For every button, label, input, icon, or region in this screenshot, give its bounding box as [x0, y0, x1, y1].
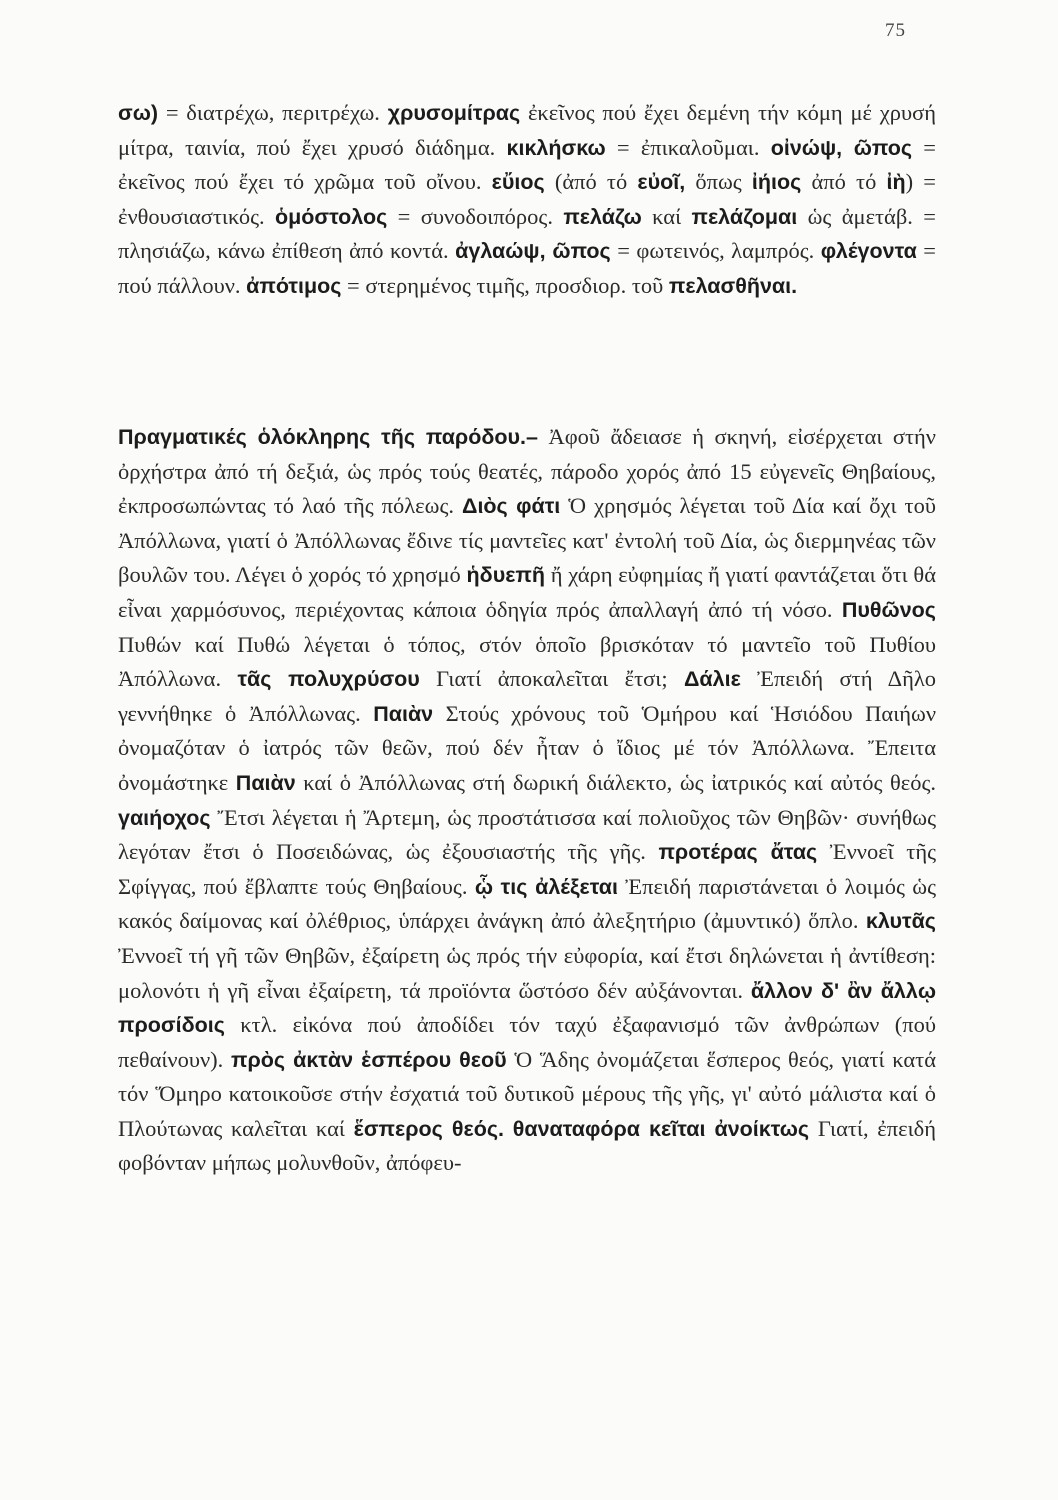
- glossary-term: πελασθῆναι.: [668, 273, 798, 298]
- commentary-text: Γιατί, ἐπειδή φοβόνταν μήπως μολυνθοῦν, ἀπόφευ-: [118, 1115, 936, 1176]
- commentary-lemma: Διὸς φάτι: [462, 494, 561, 519]
- commentary-paragraph: [118, 420, 936, 1181]
- commentary-lemma: ἡδυεπῆ: [466, 563, 546, 588]
- glossary-term: ἰὴ: [886, 170, 906, 195]
- glossary-text: = φωτεινός, λαμπρός.: [610, 238, 821, 264]
- commentary-lemma: γαιήοχος: [118, 805, 211, 830]
- glossary-text: = διατρέχω, περιτρέχω.: [158, 100, 388, 125]
- glossary-term: οἰνώψ, ῶπος: [770, 135, 913, 160]
- glossary-term: πελάζω: [563, 204, 642, 229]
- commentary-lemma: πρὸς ἀκτὰν ἑσπέρου θεοῦ: [230, 1047, 507, 1072]
- glossary-term: χρυσομίτρας: [387, 101, 521, 125]
- commentary-lemma: ἄλλον δ' ἂν ἄλλῳ προσίδοις: [118, 978, 936, 1038]
- commentary-text: Πυθών καί Πυθώ λέγεται ὁ τόπος, στόν ὁποῖο βρισκόταν τό μαντεῖο τοῦ Πυθίου Ἀπόλλωνα.: [118, 631, 936, 692]
- commentary-lemma: προτέρας ἄτας: [658, 840, 818, 865]
- commentary-text: Ἐννοεῖ τῆς Σφίγγας, πού ἔβλαπτε τούς Θηβαίους.: [118, 839, 936, 899]
- commentary-text: [504, 1116, 513, 1141]
- commentary-text: καί ὁ Ἀπόλλωνας στή δωρική διάλεκτο, ὡς ἰατρικός καί αὐτός θεός.: [295, 769, 936, 795]
- glossary-text: ἀπό τό: [801, 169, 887, 195]
- glossary-term: εὔιος: [491, 170, 545, 195]
- glossary-text: καί: [641, 203, 692, 229]
- commentary-text: Ὁ χρησμός λέγεται τοῦ Δία καί ὄχι τοῦ Ἀπόλλωνα, γιατί ὁ Ἀπόλλωνας ἔδινε τίς μαντεῖες κατ' ἐντολή τοῦ Δία, ὡς διερμηνέας τῶν βουλῶν του. Λέγει ὁ χορός τό χρησμό: [118, 493, 936, 588]
- commentary-text: Ἐπειδή παριστάνεται ὁ λοιμός ὡς κακός δαίμονας καί ὀλέθριος, ὑπάρχει ἀνάγκη ἀπό ἀλεξητήριο (ἀμυντικό) ὅπλο.: [118, 873, 936, 934]
- glossary-notes: [118, 96, 936, 304]
- commentary-text: Στούς χρόνους τοῦ Ὁμήρου καί Ἡσιόδου Παιήων ὀνομαζόταν ὁ ἰατρός τῶν θεῶν, πού δέν ἦταν ὁ ἴδιος μέ τόν Ἀπόλλωνα. Ἔπειτα ὀνομάστηκε: [118, 700, 937, 795]
- commentary-text: Ἐπειδή στή Δῆλο γεννήθηκε ὁ Ἀπόλλωνας.: [118, 666, 937, 726]
- commentary-lemma: ᾧ τις ἀλέξεται: [474, 874, 618, 899]
- glossary-text: (ἀπό τό: [544, 169, 638, 195]
- commentary-lemma: Δάλιε: [683, 667, 741, 692]
- glossary-term: φλέγοντα: [820, 239, 917, 264]
- glossary-text: ὅπως: [685, 169, 752, 195]
- commentary-lemma: Πραγματικές ὁλόκληρης τῆς παρόδου.–: [118, 425, 538, 449]
- glossary-text: ἐκεῖνος πού ἔχει δεμένη τήν κόμη μέ χρυσή μίτρα, ταινία, πού ἔχει χρυσό διάδημα.: [118, 100, 936, 160]
- commentary-text: κτλ. εἰκόνα πού ἀποδίδει τόν ταχύ ἐξαφανισμό τῶν ἀνθρώπων (πού πεθαίνουν).: [118, 1012, 936, 1072]
- commentary-text: ἤ χάρη εὐφημίας ἤ γιατί φαντάζεται ὅτι θά εἶναι χαρμόσυνος, περιέχοντας κάποια ὁδηγία πρός ἀπαλλαγή ἀπό τή νόσο.: [118, 562, 936, 622]
- page-number: 75: [885, 20, 906, 41]
- glossary-term: ὁμόστολος: [275, 204, 388, 229]
- commentary-lemma: Παιὰν: [373, 701, 434, 726]
- glossary-text: ὡς ἀμετάβ. = πλησιάζω, κάνω ἐπίθεση ἀπό κοντά.: [118, 203, 936, 264]
- commentary-lemma: θαναταφόρα κεῖται ἀνοίκτως: [512, 1116, 810, 1141]
- glossary-text: = ἐπικαλοῦμαι.: [605, 134, 771, 160]
- commentary-text: Ἐννοεῖ τή γῆ τῶν Θηβῶν, ἐξαίρετη ὡς πρός τήν εὐφορία, καί ἔτσι δηλώνεται ἡ ἀντίθεση: μολονότι ἡ γῆ εἶναι ἐξαίρετη, τά προϊόντα ὥστόσο δέν αὐξάνονται.: [118, 942, 936, 1003]
- glossary-text: = στερημένος τιμῆς, προσδιορ. τοῦ: [341, 272, 669, 298]
- commentary-section: [118, 420, 936, 1181]
- commentary-lemma: Πυθῶνος: [841, 597, 936, 622]
- glossary-term: ἰήιος: [751, 170, 802, 195]
- notes-paragraph: [118, 96, 936, 304]
- commentary-text: Ἔτσι λέγεται ἡ Ἄρτεμη, ὡς προστάτισσα καί πολιοῦχος τῶν Θηβῶν· συνήθως λεγόταν ἔτσι ὁ Ποσειδώνας, ὡς ἐξουσιαστής τῆς γῆς.: [118, 804, 936, 865]
- commentary-lemma: τᾶς πολυχρύσου: [237, 667, 420, 692]
- glossary-text: = συνοδοιπόρος.: [387, 203, 564, 229]
- commentary-lemma: ἕσπερος θεός.: [353, 1116, 505, 1141]
- glossary-text: = πού πάλλουν.: [118, 238, 936, 298]
- commentary-text: Ἀφοῦ ἄδειασε ἡ σκηνή, εἰσέρχεται στήν ὀρχήστρα ἀπό τή δεξιά, ὡς πρός τούς θεατές, πάροδο χορός ἀπό 15 εὐγενεῖς Θηβαίους, ἐκπροσωπώντας τό λαό τῆς πόλεως.: [118, 424, 936, 519]
- glossary-text: = ἐκεῖνος πού ἔχει τό χρῶμα τοῦ οἴνου.: [118, 134, 936, 195]
- glossary-term: ἀγλαώψ, ῶπος: [455, 239, 611, 264]
- glossary-term: πελάζομαι: [691, 204, 798, 229]
- glossary-term: σω): [118, 101, 159, 125]
- commentary-lemma: Παιὰν: [235, 770, 296, 795]
- glossary-term: ἀπότιμος: [246, 273, 342, 298]
- commentary-text: Γιατί ἀποκαλεῖται ἔτσι;: [419, 666, 684, 692]
- commentary-text: Ὁ Ἅδης ὀνομάζεται ἕσπερος θεός, γιατί κατά τόν Ὅμηρο κατοικοῦσε στήν ἐσχατιά τοῦ δυτικοῦ μέρους τῆς γῆς, γι' αὐτό μάλιστα καί ὁ Πλούτωνας καλεῖται καί: [118, 1046, 937, 1141]
- glossary-term: εὐοῖ,: [637, 170, 686, 195]
- commentary-lemma: κλυτᾶς: [865, 909, 936, 934]
- glossary-text: ) = ἐνθουσιαστικός.: [118, 169, 936, 229]
- glossary-term: κικλήσκω: [506, 135, 606, 160]
